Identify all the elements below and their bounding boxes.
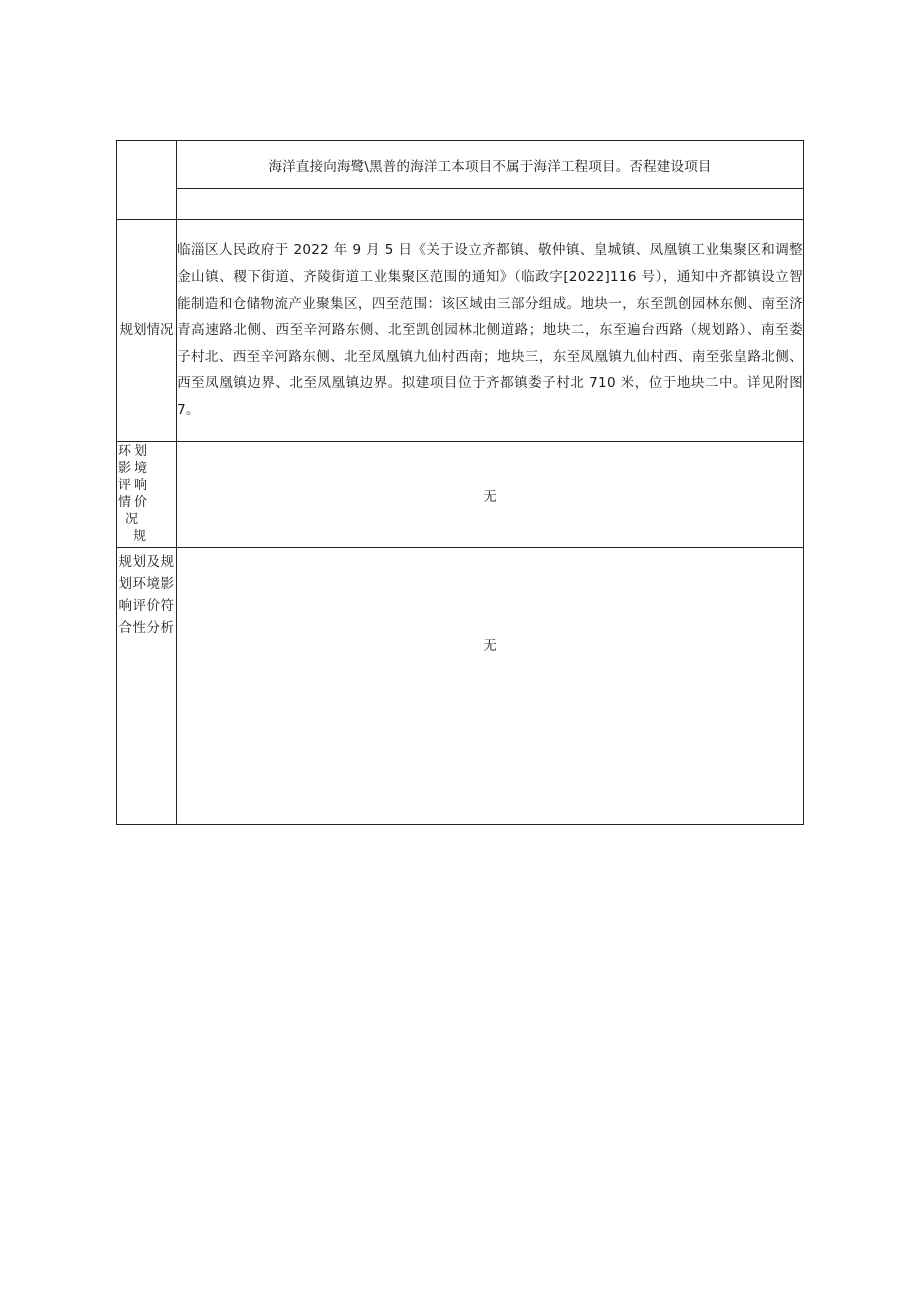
env-impact-value: 无: [177, 442, 804, 548]
env-impact-label-line-2: 影境: [118, 461, 151, 476]
empty-label-cell: [117, 141, 177, 220]
planning-label: 规划情况: [117, 220, 177, 442]
empty-body-cell: [177, 189, 804, 220]
env-impact-label-line-1: 环划: [118, 444, 151, 459]
env-impact-label: [117, 442, 177, 548]
env-impact-label-line-6: 规: [133, 529, 147, 544]
compliance-value: 无: [177, 548, 804, 825]
planning-text: 临淄区人民政府于 2022 年 9 月 5 日《关于设立齐都镇、敬仲镇、皇城镇、凤凰镇工业集聚区和调整金山镇、稷下街道、齐陵街道工业集聚区范围的通知》（临政字[2022]116 号），通知中齐都镇设立智能制造和仓储物流产业聚集区，四至范围：该区域由三部分组成。地块一，东至凯创园林东侧、南至济青高速路北侧、西至辛河路东侧、北至凯创园林北侧道路；地块二，东至遍台西路（规划路）、南至娄子村北、西至辛河路东侧、北至凤凰镇九仙村西南；地块三，东至凤凰镇九仙村西、南至张皇路北侧、西至凤凰镇边界、北至凤凰镇边界。拟建项目位于齐都镇娄子村北 710 米，位于地块二中。详见附图 7。: [177, 220, 804, 442]
env-impact-label-line-4: 情价: [118, 495, 151, 510]
top-row-text: 海洋直接向海鹭\黑普的海洋工本项目不属于海洋工程项目。否程建设项目: [177, 141, 804, 189]
env-impact-label-line-5: 况: [125, 512, 142, 527]
compliance-label: 规划及规划环境影响评价符合性分析: [117, 548, 177, 825]
env-impact-label-line-3: 评响: [118, 478, 151, 493]
document-table: [116, 140, 804, 825]
